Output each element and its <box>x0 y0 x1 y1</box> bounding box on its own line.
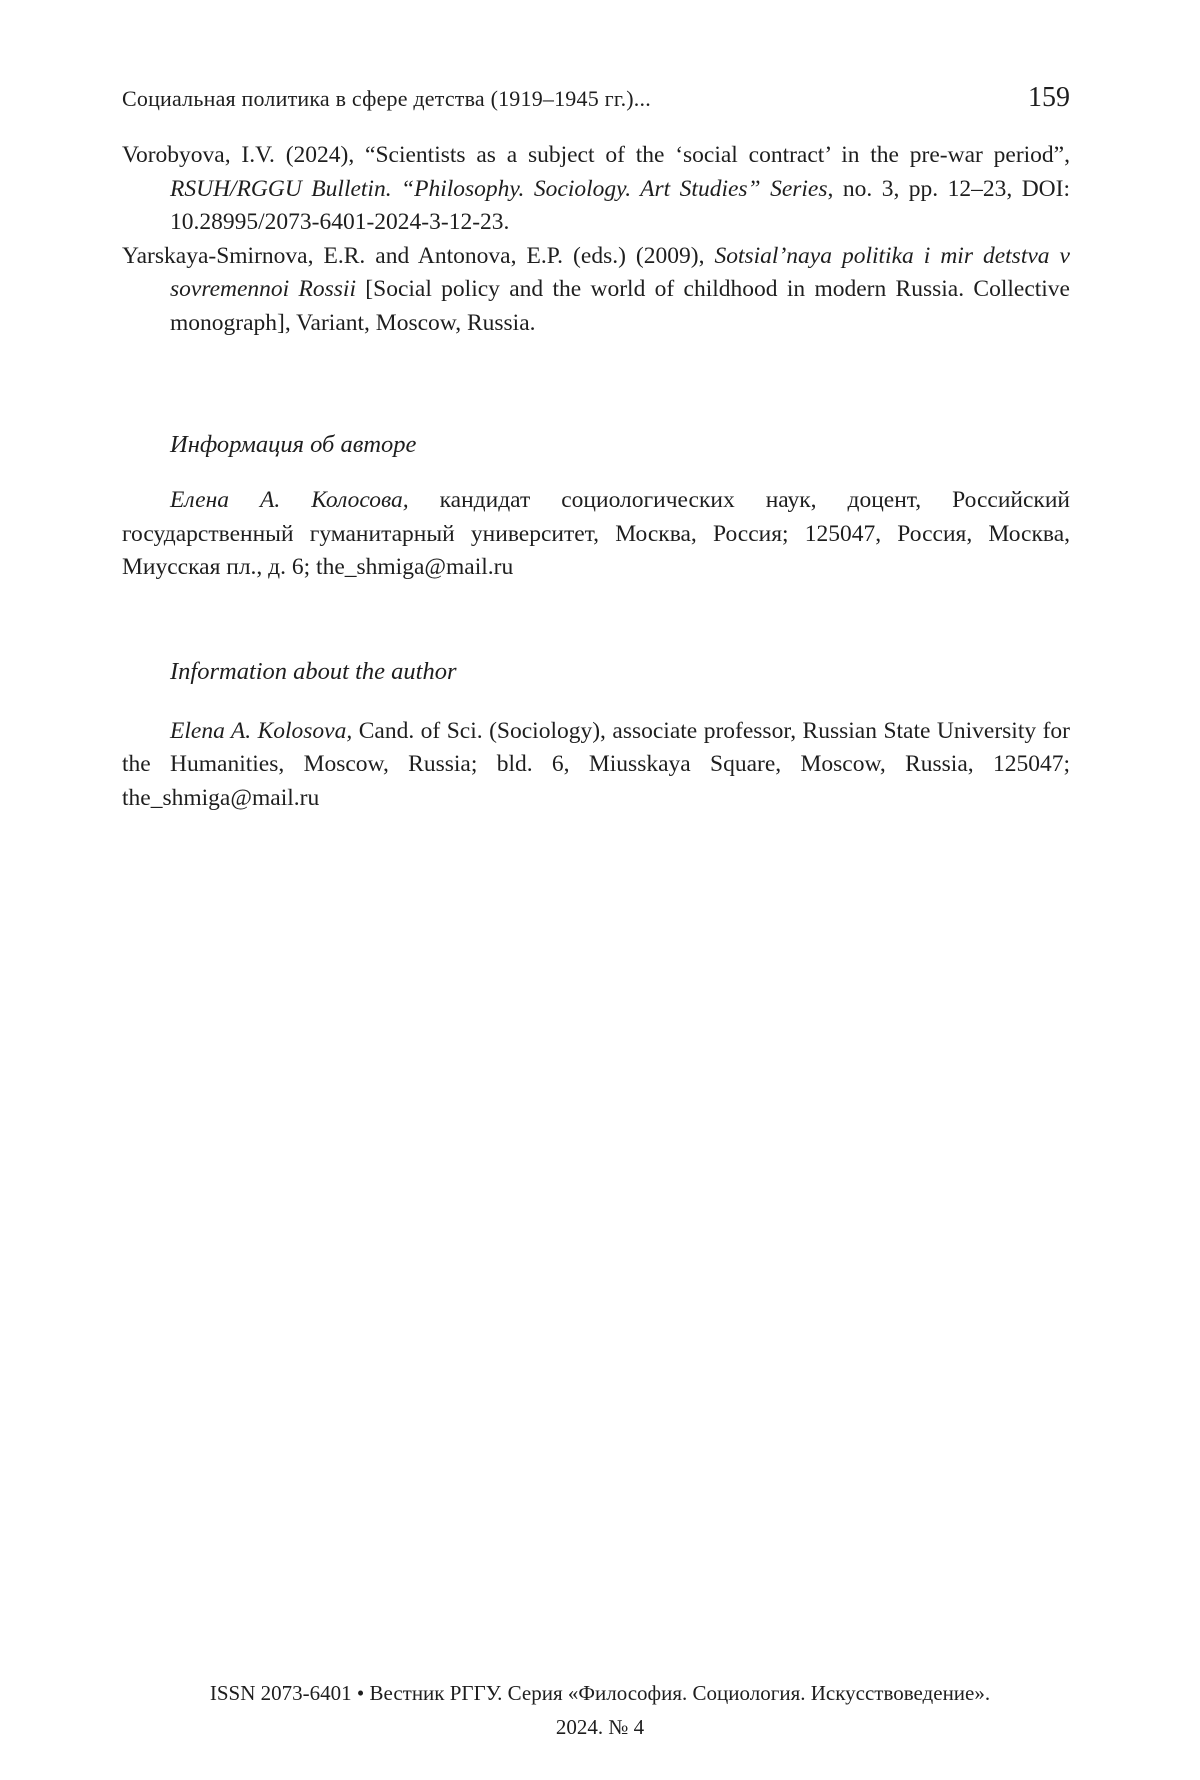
page-number: 159 <box>1028 82 1070 113</box>
footer-issue-line: 2024. № 4 <box>555 1715 645 1739</box>
page-content <box>122 84 1070 815</box>
reference-2-tail: [Social policy and the world of childhood in modern Russia. Collective monograph], Variant, Moscow, Russia. <box>170 276 1070 336</box>
author-info-ru-heading: Информация об авторе <box>170 431 417 458</box>
author-name-en: Elena A. Kolosova, <box>170 717 353 744</box>
reference-2-source-title: Sotsial’naya politika i mir detstva v sovremennoi Rossii <box>170 242 1070 302</box>
running-head <box>122 84 1070 113</box>
author-info-en-heading: Information about the author <box>170 657 457 685</box>
author-name-ru: Елена А. Колосова, <box>170 487 409 513</box>
reference-1-source-title: RSUH/RGGU Bulletin. “Philosophy. Sociology. Art Studies” Series <box>170 175 828 202</box>
page-footer <box>0 1676 1200 1744</box>
running-title: Социальная политика в сфере детства (1919–1945 гг.)... <box>122 86 651 111</box>
author-info-en-paragraph <box>122 715 1070 816</box>
author-info-ru-paragraph <box>122 484 1070 585</box>
references-section <box>122 139 1070 340</box>
footer-issn-line: ISSN 2073-6401 • Вестник РГГУ. Серия «Философия. Социология. Искусствоведение». <box>209 1681 991 1705</box>
reference-2-text: Yarskaya-Smirnova, E.R. and Antonova, E.P. (eds.) (2009), <box>122 242 715 269</box>
reference-entry-1 <box>122 139 1070 240</box>
reference-1-text: Vorobyova, I.V. (2024), “Scientists as a subject of the ‘social contract’ in the pre-war period”, <box>122 142 1070 168</box>
author-details-ru: кандидат социологических наук, доцент, Российский государственный гуманитарный университет, Москва, Россия; 125047, Россия, Москва, Миусская пл., д. 6; the_shmiga@mail.ru <box>122 487 1070 580</box>
author-details-en: Cand. of Sci. (Sociology), associate professor, Russian State University for the Humanities, Moscow, Russia; bld. 6, Miusskaya Square, Moscow, Russia, 125047; the_shmiga@mail.ru <box>122 717 1070 811</box>
reference-1-tail: , no. 3, pp. 12–23, DOI: 10.28995/2073-6401-2024-3-12-23. <box>170 175 1070 235</box>
reference-entry-2 <box>122 240 1070 341</box>
